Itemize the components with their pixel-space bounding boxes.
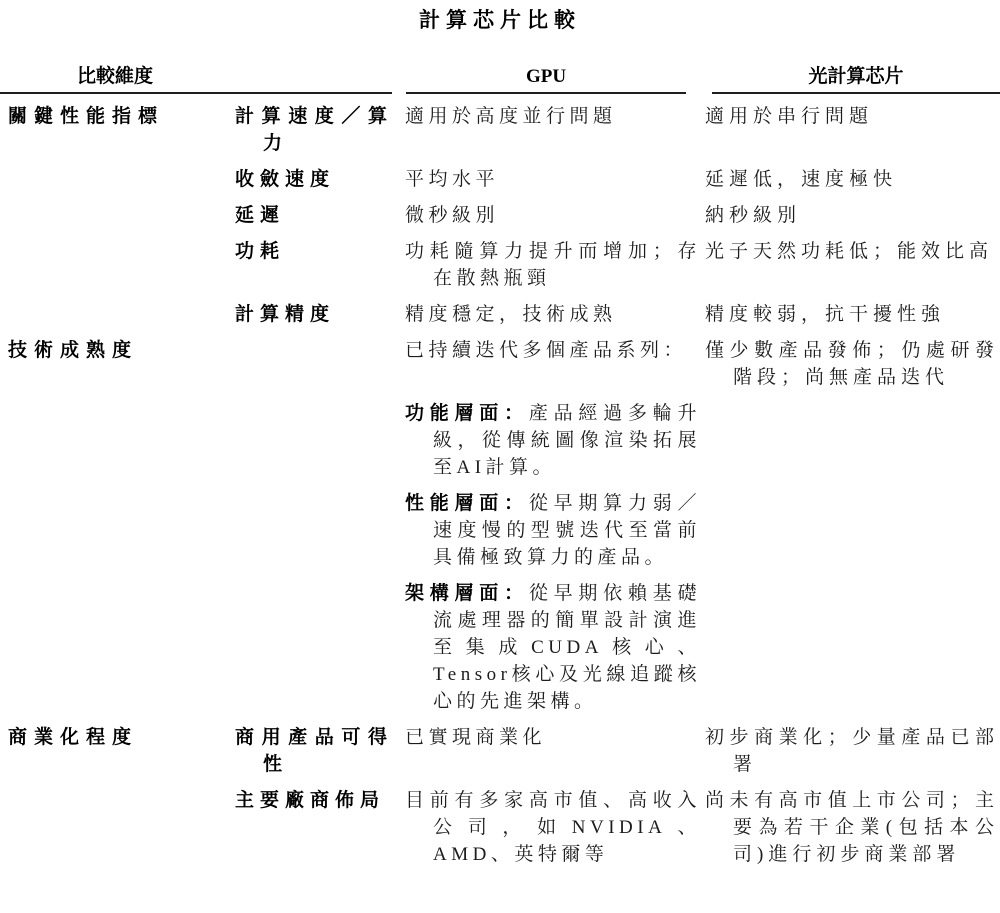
header-comparison-dimension-label: 比較維度 (76, 66, 153, 87)
cell-dimension: 收斂速度 (235, 169, 336, 190)
cell-category: 商業化程度 (8, 727, 139, 748)
table-row (0, 238, 1000, 292)
cell-optical: 適用於串行問題 (705, 106, 874, 127)
header-optical-chip: 光計算芯片 (712, 66, 1000, 94)
cell-gpu: 微秒級別 (405, 205, 500, 226)
table-row (0, 103, 1000, 157)
cell-optical (705, 580, 999, 715)
cell-gpu (405, 580, 701, 715)
cell-gpu (405, 400, 701, 481)
cell-gpu-lead: 架構層面： (405, 583, 529, 604)
cell-optical: 納秒級別 (705, 205, 802, 226)
cell-dimension (235, 490, 393, 571)
cell-optical: 光子天然功耗低；能效比高 (705, 241, 994, 262)
table-header-row (0, 66, 1000, 94)
page-title: 計算芯片比較 (419, 8, 581, 32)
cell-category (0, 580, 235, 715)
cell-category: 關鍵性能指標 (8, 106, 165, 127)
table-body (0, 103, 1000, 868)
cell-dimension (235, 337, 393, 391)
header-comparison-dimension (0, 66, 392, 94)
cell-category (0, 202, 235, 229)
cell-gpu: 目前有多家高市值、高收入公司，如NVIDIA、AMD、英特爾等 (405, 790, 701, 865)
cell-optical: 延遲低，速度極快 (705, 169, 898, 190)
cell-dimension: 延遲 (235, 205, 286, 226)
cell-gpu: 功耗隨算力提升而增加；存在散熱瓶頸 (405, 241, 701, 289)
table-row (0, 166, 1000, 193)
cell-category (0, 238, 235, 292)
cell-category: 技術成熟度 (8, 340, 139, 361)
table-row (0, 490, 1000, 571)
cell-gpu-text: 從早期依賴基礎流處理器的簡單設計演進至集成CUDA核心、Tensor核心及光線追蹤核心的先進架構。 (433, 583, 701, 712)
cell-dimension: 商用產品可得性 (235, 727, 393, 775)
cell-dimension: 計算精度 (235, 304, 336, 325)
cell-gpu: 精度穩定，技術成熟 (405, 304, 617, 325)
cell-gpu: 適用於高度並行問題 (405, 106, 617, 127)
cell-category (0, 787, 235, 868)
header-gap-1 (392, 90, 406, 94)
table-row (0, 202, 1000, 229)
cell-gpu: 已實現商業化 (405, 727, 547, 748)
cell-gpu: 已持續迭代多個產品系列： (405, 340, 688, 361)
cell-category (0, 490, 235, 571)
cell-dimension: 計算速度／算力 (235, 106, 393, 154)
table-row (0, 724, 1000, 778)
header-gpu: GPU (406, 66, 686, 94)
cell-dimension (235, 580, 393, 715)
cell-optical (705, 400, 999, 481)
table-row (0, 580, 1000, 715)
cell-gpu-lead: 性能層面： (405, 493, 529, 514)
cell-dimension (235, 400, 393, 481)
table-row (0, 400, 1000, 481)
cell-gpu (405, 490, 701, 571)
cell-optical: 僅少數產品發佈；仍處研發階段；尚無產品迭代 (705, 340, 999, 388)
table-row (0, 787, 1000, 868)
cell-optical (705, 490, 999, 571)
cell-category (0, 301, 235, 328)
cell-dimension: 功耗 (235, 241, 286, 262)
cell-gpu-text: 從早期算力弱／速度慢的型號迭代至當前具備極致算力的產品。 (433, 493, 701, 568)
cell-gpu-lead: 功能層面： (405, 403, 529, 424)
cell-optical: 初步商業化；少量產品已部署 (705, 727, 999, 775)
cell-optical: 精度較弱，抗干擾性強 (705, 304, 946, 325)
cell-gpu: 平均水平 (405, 169, 500, 190)
cell-dimension: 主要廠商佈局 (235, 790, 386, 811)
table-row (0, 337, 1000, 391)
cell-category (0, 166, 235, 193)
cell-optical: 尚未有高市值上市公司；主要為若干企業(包括本公司)進行初步商業部署 (705, 790, 999, 865)
cell-category (0, 400, 235, 481)
header-gap-2 (686, 90, 712, 94)
table-row (0, 301, 1000, 328)
cell-gpu-text: 產品經過多輪升級，從傳統圖像渲染拓展至AI計算。 (433, 403, 701, 478)
